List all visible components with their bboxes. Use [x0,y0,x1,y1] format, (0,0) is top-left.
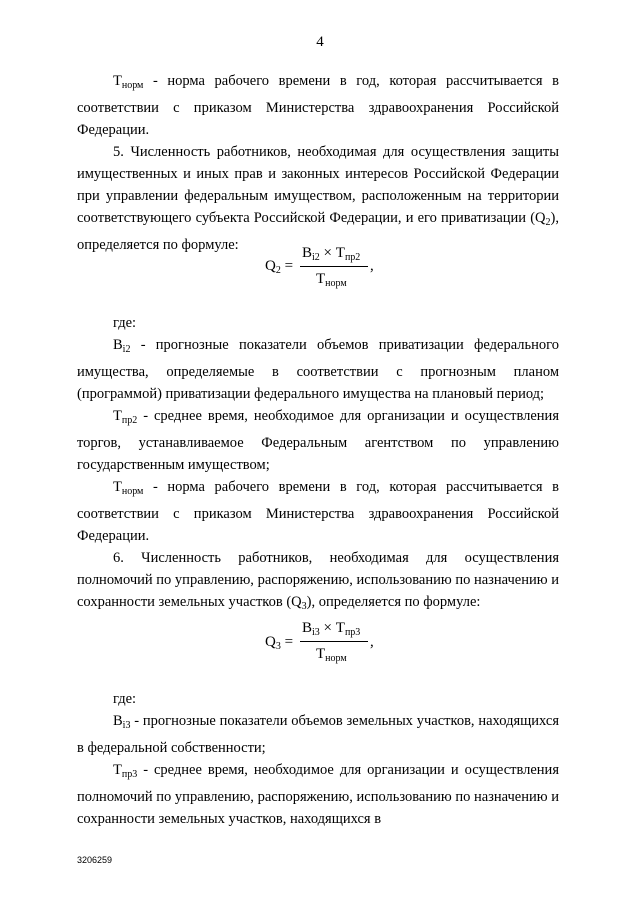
t-pr2-definition: $Т_{пр2}$ - среднее время, необходимое для организации и осуществления торгов, устанавливаемое Федеральным агентством по управлению государственным имуществом; [77,408,559,473]
t-pr3-definition: $Т_{пр3}$ - среднее время, необходимое для организации и осуществления полномочий по управлению, распоряжению, использованию по назначению и сохранности земельных участков, находящихся в [77,762,559,827]
t-norm-definition: $Т_{норм}$ - норма рабочего времени в год, которая рассчитывается в соответствии с приказом Министерства здравоохранения Российской Федерации. [77,73,559,138]
formula-q3-lhs: $Q_3$ = [265,634,294,652]
where-label-2: где: [113,691,137,707]
formula-q3-fraction-bar [300,641,368,642]
text-block-3 [77,688,559,830]
formula-q2-comma: , [370,258,374,274]
formula-q3-comma: , [370,634,374,650]
text-block-1 [77,70,559,256]
text-block-2 [77,312,559,618]
page-number: 4 [316,34,324,50]
formula-q2-numerator: $В_{i2} \times Т_{пр2}$ [302,245,361,263]
where-label: где: [113,315,137,331]
formula-q3-denominator: $Т_{норм}$ [316,646,347,664]
formula-q2-fraction-bar [300,266,368,267]
b-i3-definition: $В_{i3}$ - прогнозные показатели объемов земельных участков, находящихся в федеральной собственности; [77,713,559,756]
t-norm-definition-2: $Т_{норм}$ - норма рабочего времени в год, которая рассчитывается в соответствии с приказом Министерства здравоохранения Российской Федерации. [77,479,559,544]
formula-q2-denominator: $Т_{норм}$ [316,271,347,289]
formula-q3-numerator: $В_{i3} \times Т_{пр3}$ [302,620,361,638]
b-i2-definition: $В_{i2}$ - прогнозные показатели объемов приватизации федерального имущества, определяемые в соответствии с прогнозным планом (программой) приватизации федерального имущества на плановый период; [77,337,559,402]
item-5-paragraph: 5. Численность работников, необходимая для осуществления защиты имущественных и иных прав и законных интересов Российской Федерации при управлении федеральным имуществом, расположенным на территории соответствующего субъекта Российской Федерации, и его приватизации $(Q_2)$, определяется по формуле: [77,144,559,253]
formula-q2-lhs: $Q_2$ = [265,258,294,276]
item-6-paragraph: 6. Численность работников, необходимая для осуществления полномочий по управлению, распоряжению, использованию по назначению и сохранности земельных участков $(Q_3)$, определяется по формуле: [77,550,559,612]
document-code: 3206259 [77,855,113,865]
